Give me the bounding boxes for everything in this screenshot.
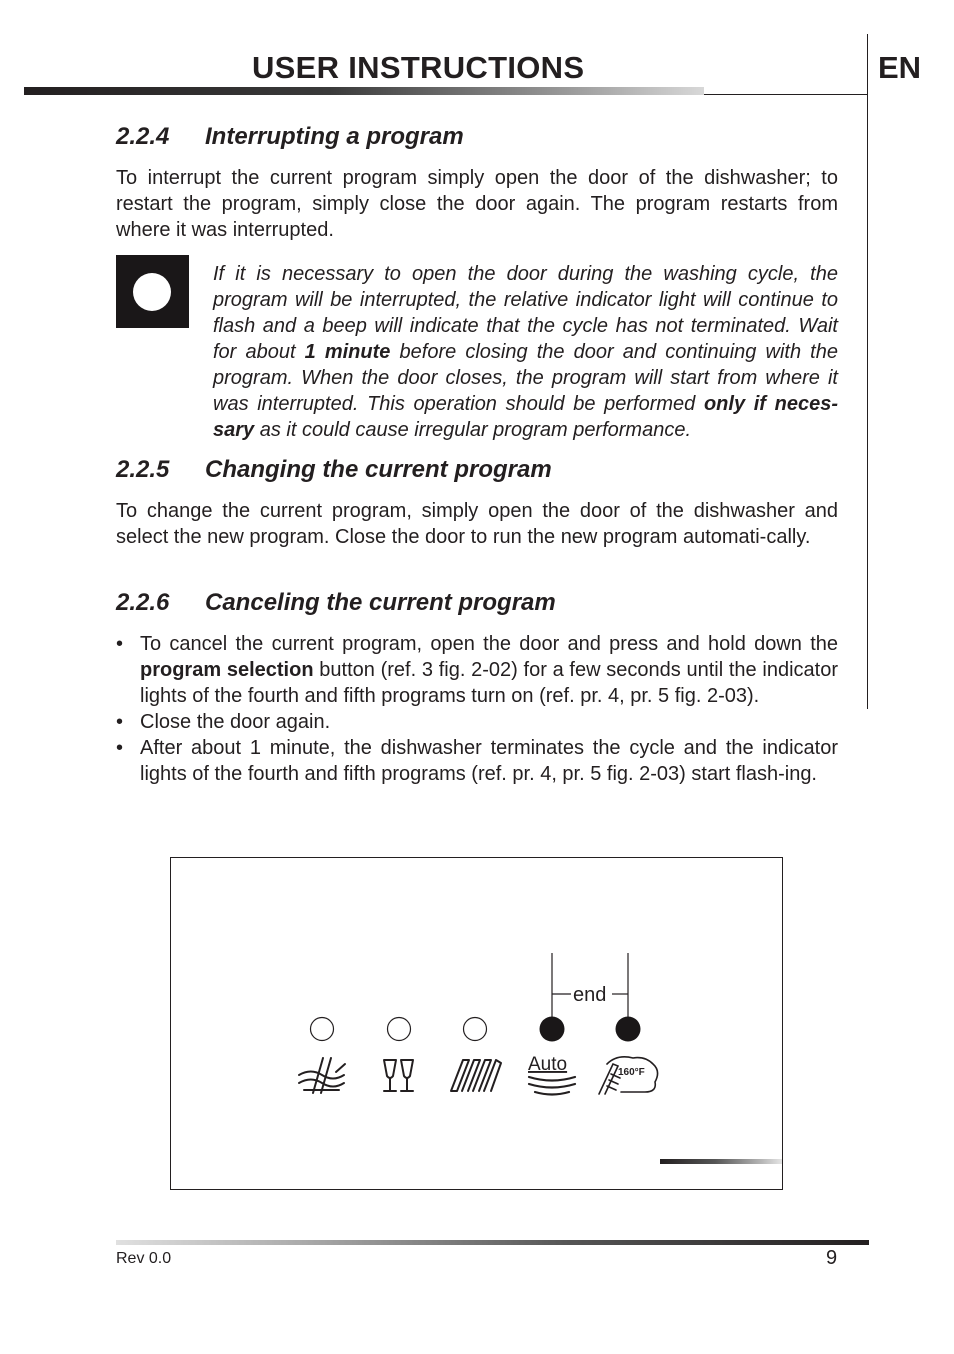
end-label: end [573, 984, 607, 1006]
section-number: 2.2.6 [116, 589, 170, 616]
bullet: • [116, 737, 124, 759]
section-number: 2.2.5 [116, 456, 170, 483]
list-item [116, 631, 838, 709]
control-panel-figure [170, 857, 783, 1190]
header-vertical-rule [867, 34, 868, 709]
footer-gradient-bar [116, 1240, 869, 1245]
note-bold-duration: 1 minute [304, 341, 391, 363]
auto-icon [528, 1054, 575, 1095]
header-gradient-bar [24, 87, 704, 95]
indicator-light-1 [311, 1018, 334, 1041]
hot-wash-icon [599, 1057, 658, 1094]
list-item [116, 735, 838, 787]
auto-label: Auto [528, 1054, 568, 1075]
indicator-light-3 [464, 1018, 487, 1041]
note-dot [133, 273, 171, 311]
note-text-part: If it is necessary to open the door during the washing cycle, the program will be interrupted, the relative indicator light will continue to flash and a beep will indicate that the cycle has not terminated. Wait for about [213, 263, 838, 363]
list-text: To cancel the current program, open the door and press and hold down the [140, 633, 838, 655]
page-header-title: USER INSTRUCTIONS [252, 50, 585, 85]
list-item [116, 709, 838, 735]
page-number: 9 [826, 1247, 838, 1269]
section-heading-2-2-5 [116, 456, 552, 484]
header-rule [704, 94, 868, 95]
section-number: 2.2.4 [116, 123, 170, 150]
list-text: Close the door again. [140, 711, 331, 733]
indicator-light-5 [616, 1017, 641, 1042]
eco-icon [451, 1060, 501, 1091]
note-icon [116, 255, 189, 328]
note-text-part: before closing the door and continuing with the program. When the door closes, the program will start from where it was interrupted. This operation should be performed [213, 341, 838, 415]
figure-gradient-bar [660, 1159, 782, 1164]
indicator-light-4 [540, 1017, 565, 1042]
glasses-icon [384, 1060, 413, 1091]
section-title: Interrupting a program [205, 123, 464, 150]
temp-label: 160°F [618, 1067, 645, 1078]
section-body-2-2-5: To change the current program, simply open the door of the dishwasher and select the new program. Close the door to run the new program automati-cally. [116, 500, 838, 548]
indicator-light-2 [388, 1018, 411, 1041]
section-title: Changing the current program [205, 456, 552, 483]
section-heading-2-2-6 [116, 589, 556, 617]
cancel-steps-list [116, 631, 838, 787]
note-text [213, 261, 838, 443]
prewash-icon [299, 1058, 345, 1093]
language-code: EN [878, 50, 922, 85]
section-body-2-2-4: To interrupt the current program simply open the door of the dishwasher; to restart the program, simply close the door again. The program restarts from where it was interrupted. [116, 167, 838, 241]
list-text: button (ref. 3 fig. 2-02) for a few seconds until the indicator lights of the fourth and fifth programs turn on (ref. pr. 4, pr. 5 fig. 2-03). [140, 659, 838, 707]
section-heading-2-2-4 [116, 123, 464, 151]
section-title: Canceling the current program [205, 589, 556, 616]
list-text: After about 1 minute, the dishwasher terminates the cycle and the indicator lights of the fourth and fifth programs (ref. pr. 4, pr. 5 fig. 2-03) start flash-ing. [140, 737, 838, 785]
control-panel-diagram [171, 858, 782, 1189]
list-bold: program selection [140, 659, 314, 681]
note-bold-warning: only if neces-sary [213, 393, 838, 441]
note-text-part: as it could cause irregular program performance. [254, 419, 692, 441]
bullet: • [116, 633, 124, 655]
bullet: • [116, 711, 124, 733]
revision-label: Rev 0.0 [116, 1250, 172, 1267]
